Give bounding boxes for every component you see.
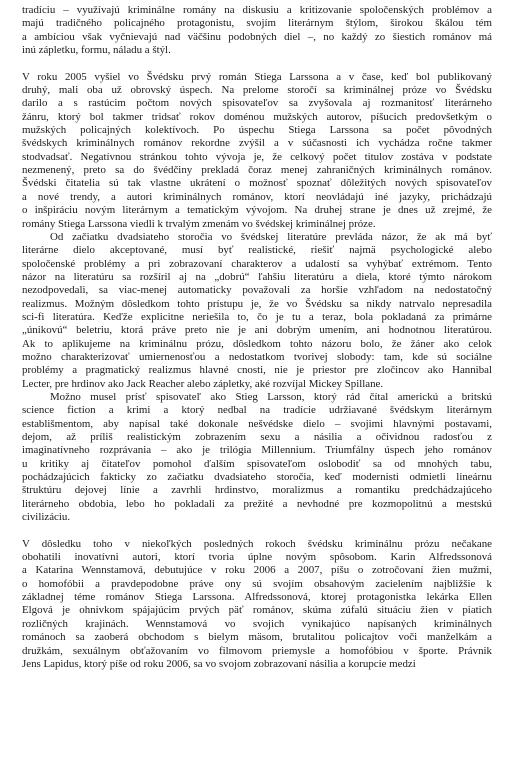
text-line: V roku 2005 vyšiel vo Švédsku prvý román Stiega Larssona a v čase, keď bol publikovaný <box>22 70 492 83</box>
text-line: spoločenské problémy a pri zobrazovaní charakterov a udalostí sa vyhýbať extrémom. Tento <box>22 257 492 270</box>
text-line: obohatili inovatívni autori, ktorí tvoria úplne novým spôsobom. Karin Alfredssonová <box>22 551 492 564</box>
text-line: možno charakterizovať umiernenosťou a nedostatkom tvorivej slobody: tam, kde sú sociálne <box>22 350 492 363</box>
text-line: problémy a pragmatický realizmus hlavné cnosti, nie je priestor pre zločincov ako Hannibal <box>22 364 492 377</box>
text-line: V dôsledku toho v niekoľkých posledných rokoch švédsku kriminálnu prózu nečakane <box>22 537 492 550</box>
text-line: žánru, ktorý bol takmer tridsať rokov doménou mužských autorov, píšucich predovšetkým o <box>22 110 492 123</box>
text-line: nezmenený, preto sa do švédčiny prekladá čoraz menej zahraničných kriminálnych románov. <box>22 164 492 177</box>
text-line: pochádzajúcich fakticky zo začiatku dvadsiateho storočia, keď modernisti odmietli lineárnu <box>22 471 492 484</box>
text-line: imaginatívneho rozprávania – ako je trilógia Millennium. Triumfálny úspech jeho románov <box>22 444 492 457</box>
text-line: názor na literatúru sa rozšíril aj na „dobrú“ ľahšiu literatúru a diela, ktoré týmto nárokom <box>22 270 492 283</box>
text-line: Elgová je ohnivkom spájajúcim prvých päť románov, skúma zúfalú situáciu žien v piatich <box>22 604 492 617</box>
text-line: mužských policajných kolektívoch. Po úspechu Stiega Larssona sa počet pôvodných <box>22 124 492 137</box>
text-line: družkám, sexuálnym obťažovaním vo filmovom priemysle a homofóbiou v športe. Právnik <box>22 644 492 657</box>
paragraph <box>22 538 492 671</box>
text-line: u kritiky aj čitateľov pomohol ďalším spisovateľom oslobodiť sa od mnohých tabu, <box>22 457 492 470</box>
text-line: literárne dielo akceptované, musí byť realistické, riešiť najmä psychologické alebo <box>22 244 492 257</box>
text-line: o inšpiráciu novým literárnym a tematickým vývojom. Na druhej strane je dnes už zrejmé, že <box>22 204 492 217</box>
text-line: Švédski čitatelia sú tak vlastne ukrátení o možnosť spoznať dôležitých nových spisovateľov <box>22 177 492 190</box>
text-line: romány Stiega Larssona viedli k trvalým zmenám vo švédskej kriminálnej próze. <box>22 217 376 230</box>
text-line: Jens Lapidus, ktorý píše od roku 2006, sa vo svojom zobrazovaní násilia a korupcie medzi <box>22 657 416 670</box>
paragraph <box>22 4 492 57</box>
text-line: majú tradičného policajného protagonistu, svojím literárnym štýlom, širokou škálou tém <box>22 17 492 30</box>
text-line: realizmus. Možným dôsledkom tohto prístupu je, že vo Švédsku sa nikdy natrvalo nepresadila <box>22 297 492 310</box>
paragraph <box>22 71 492 231</box>
text-line: sci-fi literatúra. Keďže explicitne neriešila to, čo je tu a teraz, bola pokladaná za primárne <box>22 310 492 323</box>
text-line: Od začiatku dvadsiateho storočia vo švédskej literatúre prevláda názor, že ak má byť <box>50 230 492 243</box>
text-line: rozličných krajinách. Wennstamová vo svojich vynikajúco napísaných kriminálnych <box>22 617 492 630</box>
text-line: štruktúru dejovej línie a zavrhli hrdinstvo, moralizmus a romantiku predchádzajúceho <box>22 484 492 497</box>
text-line: o homofóbii a pravdepodobne práve ony sú svojím obsahovým zacielením najbližšie k <box>22 577 492 590</box>
paragraph <box>22 231 492 391</box>
text-line: základnej téme románov Stiega Larssona. Alfredssonová, ktorej protagonistka lekárka Ellen <box>22 591 492 604</box>
text-line: a nové trendy, a autori kriminálnych románov, ktorí neovládajú iné jazyky, prichádzajú <box>22 190 492 203</box>
text-line: nezodpovedali, sa viac-menej automaticky považovali za horšie vzhľadom na nedostatočný <box>22 284 492 297</box>
text-line: Ak to aplikujeme na kriminálnu prózu, dôsledkom tohto názoru bolo, že žáner ako celok <box>22 337 492 350</box>
paragraph-gap <box>22 524 492 537</box>
text-line: civilizáciu. <box>22 511 71 524</box>
paragraph-gap <box>22 57 492 70</box>
text-line: a Katarina Wennstamová, debutujúce v roku 2006 a 2007, píšu o zotročovaní žien mužmi, <box>22 564 492 577</box>
text-line: darilo a s rastúcim počtom nových spisovateľov sa zvyšovala aj rozmanitosť literárneho <box>22 97 492 110</box>
text-line: establišmentom, aby napísal také dokonale nešvédske dielo – svojimi hlavnými postavami, <box>22 417 492 430</box>
text-line: Lecter, pre hrdinov ako Jack Reacher alebo zápletky, aké rozvíjal Mickey Spillane. <box>22 377 384 390</box>
paragraph <box>22 391 492 524</box>
text-line: dejom, až príliš realistickým zobrazením sexu a násilia a očividnou radosťou z <box>22 431 492 443</box>
text-line: science fiction a krimi a ktorý nedbal na tradície udržiavané švédskym literárnym <box>22 404 492 417</box>
text-line: tradíciu – využívajú kriminálne romány na diskusiu a kritizovanie spoločenských problémov a <box>22 4 492 16</box>
text-line: inú zápletku, formu, náladu a štýl. <box>22 44 171 57</box>
text-line: druhý, mali oba už obrovský úspech. Na prelome storočí sa kriminálnej próze vo Švédsku <box>22 84 492 97</box>
text-line: literárneho obdobia, lebo ho pokladali za prežité a nevhodné pre kozmopolitnú a mestskú <box>22 497 492 510</box>
document-page <box>22 4 492 671</box>
text-line: stodvadsať. Negatívnou stránkou tohto vývoja je, že celkový počet titulov zostáva v podstate <box>22 150 492 163</box>
text-line: a ambíciou však vyčnievajú nad väčšinu podobných diel –, no každý zo šiestich románov má <box>22 30 492 43</box>
text-line: „únikovú“ beletriu, ktorá práve preto nie je ani dobrým umením, ani hodnotnou literatúrou. <box>22 324 492 337</box>
text-line: Možno musel prísť spisovateľ ako Stieg Larsson, ktorý rád čítal americkú a britskú <box>50 390 492 403</box>
text-line: románoch sa zaoberá obchodom s bielym mäsom, brutalitou policajtov voči manželkám a <box>22 631 492 644</box>
text-line: švédskych kriminálnych románov rekordne zvýšil a v súčasnosti ich vychádza ročne takmer <box>22 137 492 150</box>
